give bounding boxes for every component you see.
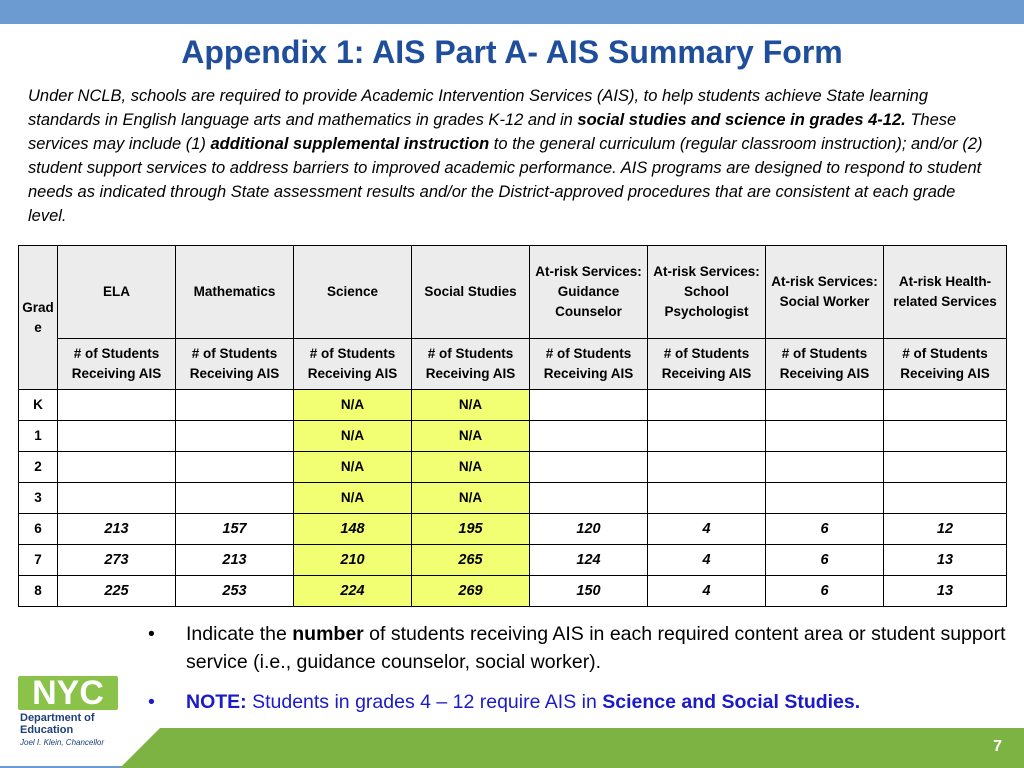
note-bold: Science and Social Studies. [602, 691, 861, 713]
table-cell: 210 [294, 545, 412, 576]
table-cell [766, 421, 884, 452]
page-title: Appendix 1: AIS Part A- AIS Summary Form [181, 34, 843, 70]
intro-text-2: These services may include (1) [28, 111, 957, 153]
col-header-guidance-counselor: At-risk Services: Guidance Counselor [530, 246, 648, 339]
note-label: NOTE: [186, 691, 247, 713]
grade-cell: 8 [19, 576, 58, 607]
table-cell [530, 452, 648, 483]
table-cell [884, 390, 1007, 421]
table-cell: N/A [294, 421, 412, 452]
table-cell [176, 390, 294, 421]
grade-cell: K [19, 390, 58, 421]
table-cell: 157 [176, 514, 294, 545]
bullet-item-note [148, 688, 1008, 716]
col-header-social-worker: At-risk Services: Social Worker [766, 246, 884, 339]
subheader-cell: # of Students Receiving AIS [176, 339, 294, 390]
table-cell [176, 452, 294, 483]
top-accent-bar [0, 0, 1024, 24]
table-cell: 265 [412, 545, 530, 576]
table-cell: N/A [412, 390, 530, 421]
table-cell [766, 390, 884, 421]
table-cell: 13 [884, 545, 1007, 576]
page-number: 7 [993, 738, 1002, 755]
table-cell: N/A [294, 390, 412, 421]
bottom-band [0, 728, 1024, 768]
bullet-1-bold: number [292, 623, 364, 645]
table-cell [58, 452, 176, 483]
table-cell: 148 [294, 514, 412, 545]
table-cell: N/A [412, 483, 530, 514]
table-cell: 6 [766, 545, 884, 576]
col-header-health-services: At-risk Health-related Services [884, 246, 1007, 339]
table-cell: 253 [176, 576, 294, 607]
subheader-cell: # of Students Receiving AIS [530, 339, 648, 390]
table-cell: 12 [884, 514, 1007, 545]
table-cell [884, 483, 1007, 514]
table-cell: 213 [176, 545, 294, 576]
dept-line-1: Department of [20, 712, 95, 724]
col-header-social-studies: Social Studies [412, 246, 530, 339]
table-cell [530, 483, 648, 514]
table-cell: 4 [648, 576, 766, 607]
table-row [19, 576, 1007, 607]
ais-summary-table [18, 245, 1007, 607]
table-cell [648, 452, 766, 483]
table-cell [648, 421, 766, 452]
table-cell [884, 421, 1007, 452]
table-cell: 6 [766, 576, 884, 607]
table-row [19, 514, 1007, 545]
table-cell: 273 [58, 545, 176, 576]
col-header-ela: ELA [58, 246, 176, 339]
subheader-cell: # of Students Receiving AIS [294, 339, 412, 390]
grade-cell: 2 [19, 452, 58, 483]
header-row [19, 246, 1007, 339]
subheader-row [19, 339, 1007, 390]
table-cell [58, 421, 176, 452]
table-row [19, 545, 1007, 576]
intro-bold-2: additional supplemental instruction [210, 135, 490, 153]
subheader-cell: # of Students Receiving AIS [766, 339, 884, 390]
subheader-cell: # of Students Receiving AIS [648, 339, 766, 390]
table-cell: 6 [766, 514, 884, 545]
table-cell [176, 483, 294, 514]
table-cell [530, 421, 648, 452]
table-cell [176, 421, 294, 452]
table-cell: 13 [884, 576, 1007, 607]
table-cell [648, 390, 766, 421]
intro-bold-1: social studies and science in grades 4-12. [577, 111, 906, 129]
bullet-item-1 [148, 620, 1008, 676]
table-cell: N/A [412, 452, 530, 483]
bullet-list [148, 620, 1008, 728]
table-body [19, 390, 1007, 607]
bottom-green-band [120, 728, 1024, 768]
subheader-cell: # of Students Receiving AIS [884, 339, 1007, 390]
table-cell: 124 [530, 545, 648, 576]
nyc-logo-icon [18, 672, 122, 712]
table-cell: 120 [530, 514, 648, 545]
table-cell [648, 483, 766, 514]
table-cell [766, 452, 884, 483]
table-row [19, 452, 1007, 483]
subheader-cell: # of Students Receiving AIS [58, 339, 176, 390]
table-cell: 225 [58, 576, 176, 607]
table-cell: N/A [412, 421, 530, 452]
grade-cell: 7 [19, 545, 58, 576]
col-header-mathematics: Mathematics [176, 246, 294, 339]
col-header-school-psychologist: At-risk Services: School Psychologist [648, 246, 766, 339]
table-row [19, 421, 1007, 452]
grade-cell: 3 [19, 483, 58, 514]
table-cell: 213 [58, 514, 176, 545]
table-cell: 195 [412, 514, 530, 545]
bullet-icon: • [148, 691, 155, 713]
intro-paragraph [28, 84, 998, 228]
grade-cell: 1 [19, 421, 58, 452]
table-cell: 4 [648, 514, 766, 545]
table-cell: 269 [412, 576, 530, 607]
table-cell [766, 483, 884, 514]
grade-cell: 6 [19, 514, 58, 545]
table-cell: 4 [648, 545, 766, 576]
subheader-cell: # of Students Receiving AIS [412, 339, 530, 390]
intro-text-3: to the general curriculum (regular classroom instruction); and/or (2) student support services to address barriers to improved academic performance. AIS programs are designed to respond to student needs as indicated through State assessment results and/or the District-approved procedures that are consistent at each grade level. [28, 135, 983, 225]
table-cell [530, 390, 648, 421]
table-cell: 224 [294, 576, 412, 607]
table-cell: N/A [294, 483, 412, 514]
table-row [19, 390, 1007, 421]
bullet-1-text-pre: Indicate the [186, 623, 293, 645]
bullet-1-text-post: of students receiving AIS in each required content area or student support service (i.e., guidance counselor, social worker). [186, 623, 1006, 673]
table-cell [58, 483, 176, 514]
grade-header: Grade [19, 246, 58, 390]
col-header-science: Science [294, 246, 412, 339]
table-cell [58, 390, 176, 421]
intro-text-1: Under NCLB, schools are required to provide Academic Intervention Services (AIS), to help students achieve State learning standards in English language arts and mathematics in grades K-12 and in [28, 87, 929, 129]
table-cell: N/A [294, 452, 412, 483]
logo-letters: NYC [32, 674, 104, 712]
table-row [19, 483, 1007, 514]
table-cell: 150 [530, 576, 648, 607]
dept-line-2: Education [20, 724, 74, 736]
chancellor-name: Joel I. Klein, Chancellor [20, 738, 105, 747]
table-cell [884, 452, 1007, 483]
note-text: Students in grades 4 – 12 require AIS in [246, 691, 603, 713]
bullet-icon: • [148, 623, 155, 645]
